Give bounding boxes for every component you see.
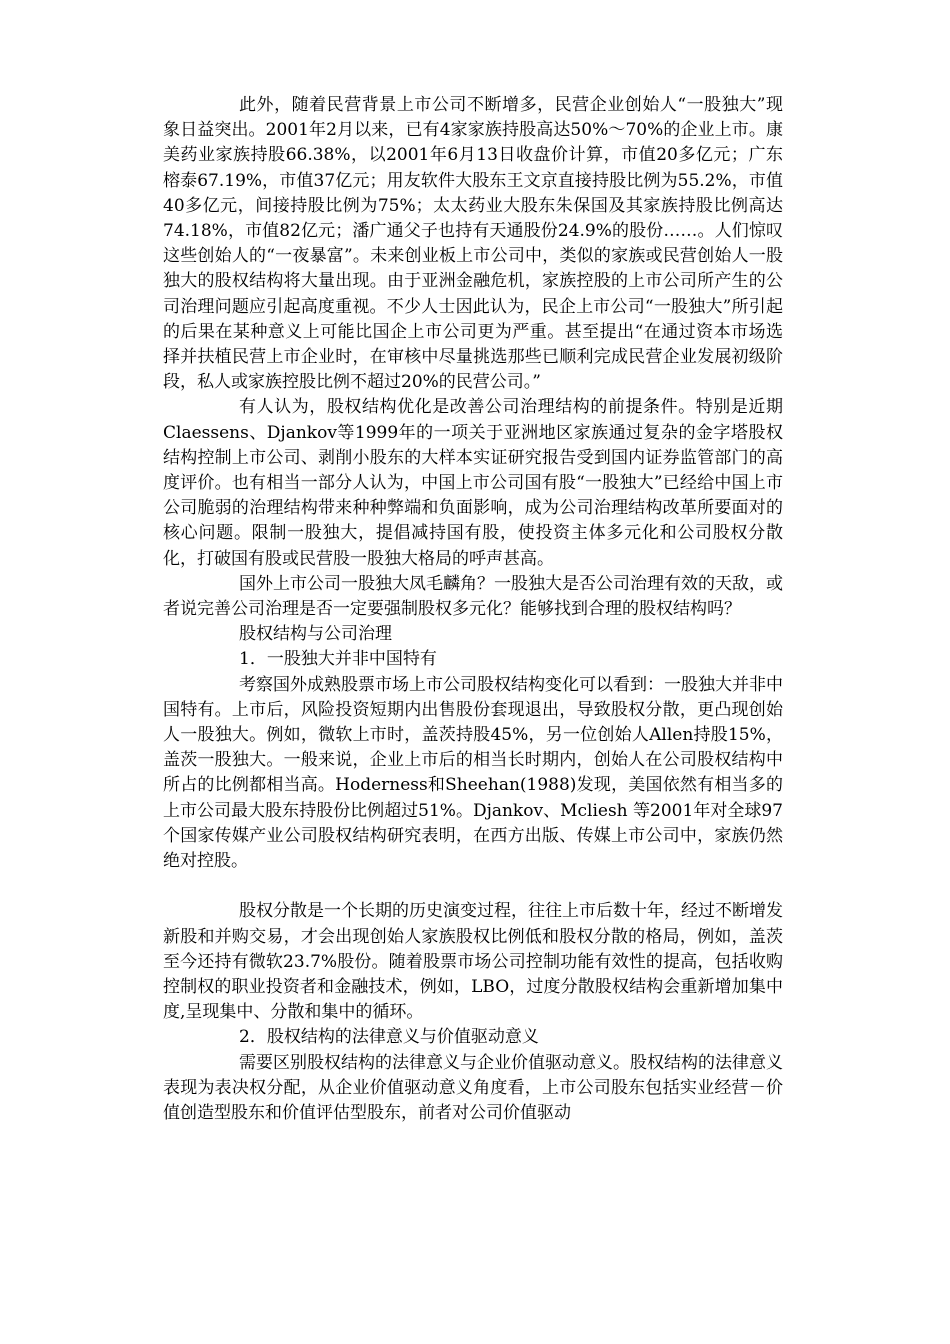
paragraph-4: 考察国外成熟股票市场上市公司股权结构变化可以看到：一股独大并非中国特有。上市后，风险投资短期内出售股份套现退出，导致股权分散，更凸现创始人一股独大。例如，微软上市时，盖茨持股45%，另一位创始人Allen持股15%，盖茨一股独大。一般来说，企业上市后的相当长时期内，创始人在公司股权结构中所占的比例都相当高。Hoderness和Sheehan(1988)发现，美国依然有相当多的上市公司最大股东持股份比例超过51%。Djankov、Mcliesh 等2001年对全球97个国家传媒产业公司股权结构研究表明，在西方出版、传媒上市公司中，家族仍然绝对控股。 [163, 674, 783, 872]
paragraph-2: 有人认为，股权结构优化是改善公司治理结构的前提条件。特别是近期Claessens、Djankov等1999年的一项关于亚洲地区家族通过复杂的金字塔股权结构控制上市公司、剥削小股东的大样本实证研究报告受到国内证券监管部门的高度评价。也有相当一部分人认为，中国上市公司国有股“一股独大”已经给中国上市公司脆弱的治理结构带来种种弊端和负面影响，成为公司治理结构改革所要面对的核心问题。限制一股独大，提倡减持国有股，使投资主体多元化和公司股权分散化，打破国有股或民营股一股独大格局的呼声甚高。 [163, 397, 783, 569]
subsection-heading-1: 1．一股独大并非中国特有 [239, 649, 437, 670]
subsection-heading-2: 2．股权结构的法律意义与价值驱动意义 [239, 1027, 539, 1048]
paragraph-6: 需要区别股权结构的法律意义与企业价值驱动意义。股权结构的法律意义表现为表决权分配，从企业价值驱动意义角度看，上市公司股东包括实业经营－价值创造型股东和价值评估型股东，前者对公司价值驱动 [163, 1052, 783, 1123]
paragraph-5: 股权分散是一个长期的历史演变过程，往往上市后数十年，经过不断增发新股和并购交易，才会出现创始人家族股权比例低和股权分散的格局，例如，盖茨至今还持有微软23.7%股份。随着股票市场公司控制功能有效性的提高，包括收购控制权的职业投资者和金融技术，例如，LBO，过度分散股权结构会重新增加集中度,呈现集中、分散和集中的循环。 [163, 901, 783, 1023]
paragraph-1: 此外，随着民营背景上市公司不断增多，民营企业创始人“一股独大”现象日益突出。2001年2月以来，已有4家家族持股高达50%～70%的企业上市。康美药业家族持股66.38%，以2001年6月13日收盘价计算，市值20多亿元；广东榕泰67.19%，市值37亿元；用友软件大股东王文京直接持股比例为55.2%，市值40多亿元，间接持股比例为75%；太太药业大股东朱保国及其家族持股比例高达74.18%，市值82亿元；潘广通父子也持有天通股份24.9%的股份……。人们惊叹这些创始人的“一夜暴富”。未来创业板上市公司中，类似的家族或民营创始人一股独大的股权结构将大量出现。由于亚洲金融危机，家族控股的上市公司所产生的公司治理问题应引起高度重视。不少人士因此认为，民企上市公司“一股独大”所引起的后果在某种意义上可能比国企上市公司更为严重。甚至提出“在通过资本市场选择并扶植民营上市企业时，在审核中尽量挑选那些已顺利完成民营企业发展初级阶段，私人或家族控股比例不超过20%的民营公司。” [163, 95, 783, 393]
section-heading: 股权结构与公司治理 [239, 624, 392, 645]
document-body [163, 93, 783, 1126]
paragraph-3: 国外上市公司一股独大凤毛麟角？一股独大是否公司治理有效的天敌，或者说完善公司治理是否一定要强制股权多元化？能够找到合理的股权结构吗？ [163, 573, 783, 620]
